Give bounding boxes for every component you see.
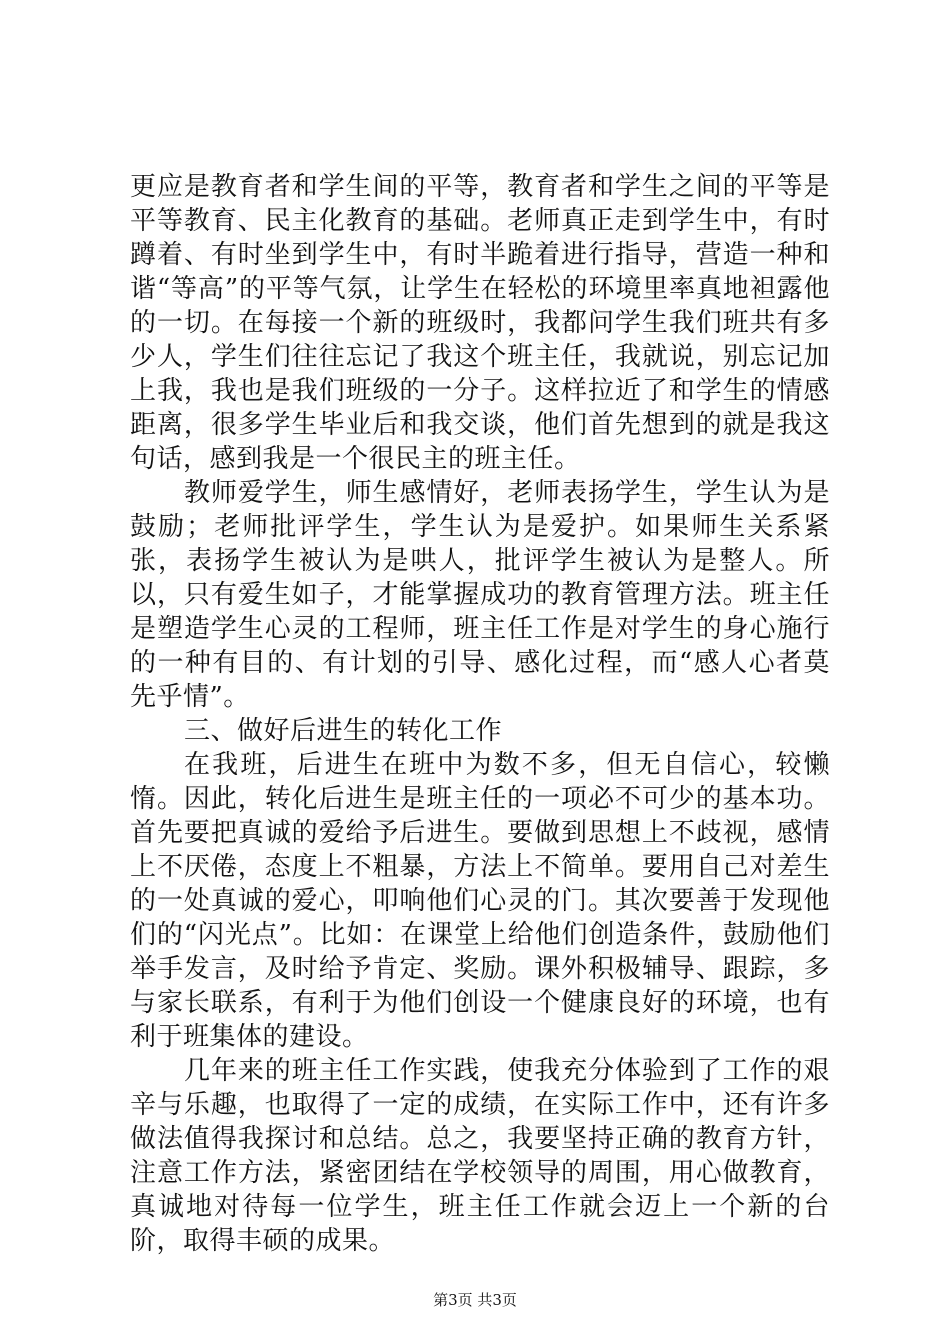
page-number-footer: 第3页 共3页 bbox=[433, 1291, 517, 1309]
section-heading-3: 三、做好后进生的转化工作 bbox=[184, 716, 503, 746]
paragraph-continuation: 更应是教育者和学生间的平等，教育者和学生之间的平等是平等教育、民主化教育的基础。老师真正走到学生中，有时蹲着、有时坐到学生中，有时半跪着进行指导，营造一种和谐“等高”的平等气氛，让学生在轻松的环境里率真地袒露他的一切。在每接一个新的班级时，我都问学生我们班共有多少人，学生们往往忘记了我这个班主任，我就说，别忘记加上我，我也是我们班级的一分子。这样拉近了和学生的情感距离，很多学生毕业后和我交谈，他们首先想到的就是我这句话，感到我是一个很民主的班主任。 bbox=[130, 172, 830, 474]
paragraph-underachievers: 在我班，后进生在班中为数不多，但无自信心，较懒惰。因此，转化后进生是班主任的一项必不可少的基本功。首先要把真诚的爱给予后进生。要做到思想上不歧视，感情上不厌倦，态度上不粗暴，方法上不简单。要用自己对差生的一处真诚的爱心，叩响他们心灵的门。其次要善于发现他们的“闪光点”。比如：在课堂上给他们创造条件，鼓励他们举手发言，及时给予肯定、奖励。课外积极辅导、跟踪，多与家长联系，有利于为他们创设一个健康良好的环境，也有利于班集体的建设。 bbox=[130, 750, 830, 1052]
paragraph-conclusion: 几年来的班主任工作实践，使我充分体验到了工作的艰辛与乐趣，也取得了一定的成绩，在实际工作中，还有许多做法值得我探讨和总结。总之，我要坚持正确的教育方针，注意工作方法，紧密团结在学校领导的周围，用心做教育，真诚地对待每一位学生，班主任工作就会迈上一个新的台阶，取得丰硕的成果。 bbox=[130, 1056, 830, 1256]
paragraph-love-students: 教师爱学生，师生感情好，老师表扬学生，学生认为是鼓励；老师批评学生，学生认为是爱护。如果师生关系紧张，表扬学生被认为是哄人，批评学生被认为是整人。所以，只有爱生如子，才能掌握成功的教育管理方法。班主任是塑造学生心灵的工程师，班主任工作是对学生的身心施行的一种有目的、有计划的引导、感化过程，而“感人心者莫先乎情”。 bbox=[130, 478, 830, 712]
document-body bbox=[130, 170, 830, 1258]
